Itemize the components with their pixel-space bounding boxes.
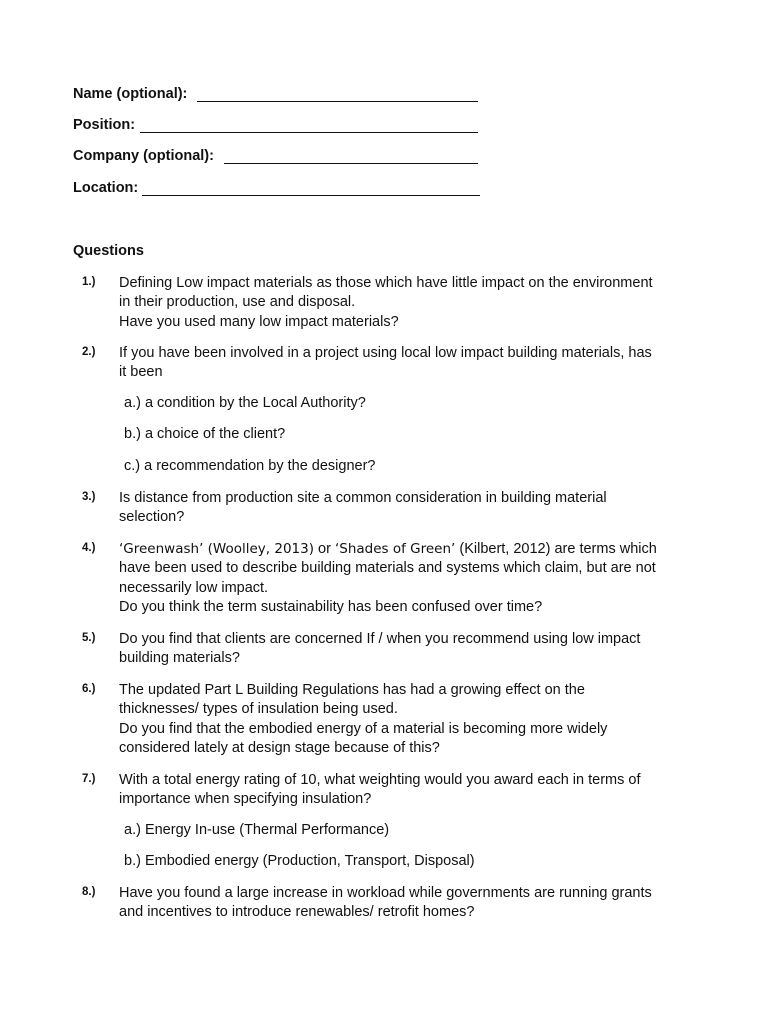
question-line: importance when specifying insulation?	[119, 791, 372, 808]
question-line: considered lately at design stage because of this?	[119, 740, 440, 757]
question-line: in their production, use and disposal.	[119, 294, 356, 311]
citation-shades-of-green: ‘Shades of Green’	[334, 541, 456, 557]
question-text	[119, 884, 709, 923]
question-line: it been	[119, 364, 163, 381]
question-number: 4.)	[82, 542, 96, 554]
company-label: Company (optional):	[73, 148, 214, 164]
question-text	[119, 771, 709, 810]
question-text	[119, 489, 709, 528]
question-number: 2.)	[82, 346, 96, 358]
question-line: Is distance from production site a common consideration in building material	[119, 490, 607, 506]
question-text	[119, 344, 709, 383]
name-field[interactable]	[73, 86, 483, 106]
question-text	[119, 681, 709, 759]
question-line: With a total energy rating of 10, what weighting would you award each in terms of	[119, 772, 641, 788]
question-line: and incentives to introduce renewables/ retrofit homes?	[119, 904, 475, 921]
question-2-option-a: a.) a condition by the Local Authority?	[124, 395, 366, 411]
location-field[interactable]	[73, 180, 483, 200]
question-line: thicknesses/ types of insulation being used.	[119, 701, 398, 718]
question-line: building materials?	[119, 650, 240, 667]
question-number: 8.)	[82, 886, 96, 898]
question-line: Do you think the term sustainability has been confused over time?	[119, 599, 543, 616]
position-line[interactable]	[140, 132, 478, 133]
citation-greenwash: ‘Greenwash’ (Woolley, 2013)	[119, 541, 315, 557]
position-field[interactable]	[73, 117, 483, 137]
text-span: or	[314, 541, 335, 557]
question-line: Do you find that the embodied energy of a material is becoming more widely	[119, 720, 608, 737]
position-label: Position:	[73, 117, 136, 133]
question-text	[119, 274, 709, 332]
questions-heading: Questions	[73, 243, 144, 259]
question-2-option-c: c.) a recommendation by the designer?	[124, 458, 376, 474]
question-number: 1.)	[82, 276, 96, 288]
question-line: selection?	[119, 509, 185, 526]
name-label: Name (optional):	[73, 86, 188, 102]
question-line: If you have been involved in a project using local low impact building materials, has	[119, 345, 652, 361]
question-line: Do you find that clients are concerned If / when you recommend using low impact	[119, 631, 641, 647]
question-line: The updated Part L Building Regulations has had a growing effect on the	[119, 682, 585, 698]
location-label: Location:	[73, 180, 139, 196]
company-field[interactable]	[73, 148, 483, 168]
question-line: necessarily low impact.	[119, 579, 269, 596]
question-number: 6.)	[82, 683, 96, 695]
question-2-option-b: b.) a choice of the client?	[124, 426, 286, 442]
question-text	[119, 630, 709, 669]
question-number: 3.)	[82, 491, 96, 503]
question-line: Have you found a large increase in workload while governments are running grants	[119, 885, 652, 901]
question-number: 7.)	[82, 773, 96, 785]
question-number: 5.)	[82, 632, 96, 644]
question-line: have been used to describe building materials and systems which claim, but are not	[119, 560, 656, 577]
question-line: Have you used many low impact materials?	[119, 313, 399, 330]
question-line: Defining Low impact materials as those which have little impact on the environment	[119, 275, 653, 291]
name-line[interactable]	[197, 101, 478, 102]
question-line	[119, 540, 709, 559]
question-7-option-b: b.) Embodied energy (Production, Transport, Disposal)	[124, 853, 475, 869]
location-line[interactable]	[142, 195, 480, 196]
question-7-option-a: a.) Energy In-use (Thermal Performance)	[124, 822, 390, 838]
company-line[interactable]	[224, 163, 478, 164]
text-span: (Kilbert, 2012) are terms which	[455, 541, 657, 557]
question-text	[119, 540, 709, 618]
